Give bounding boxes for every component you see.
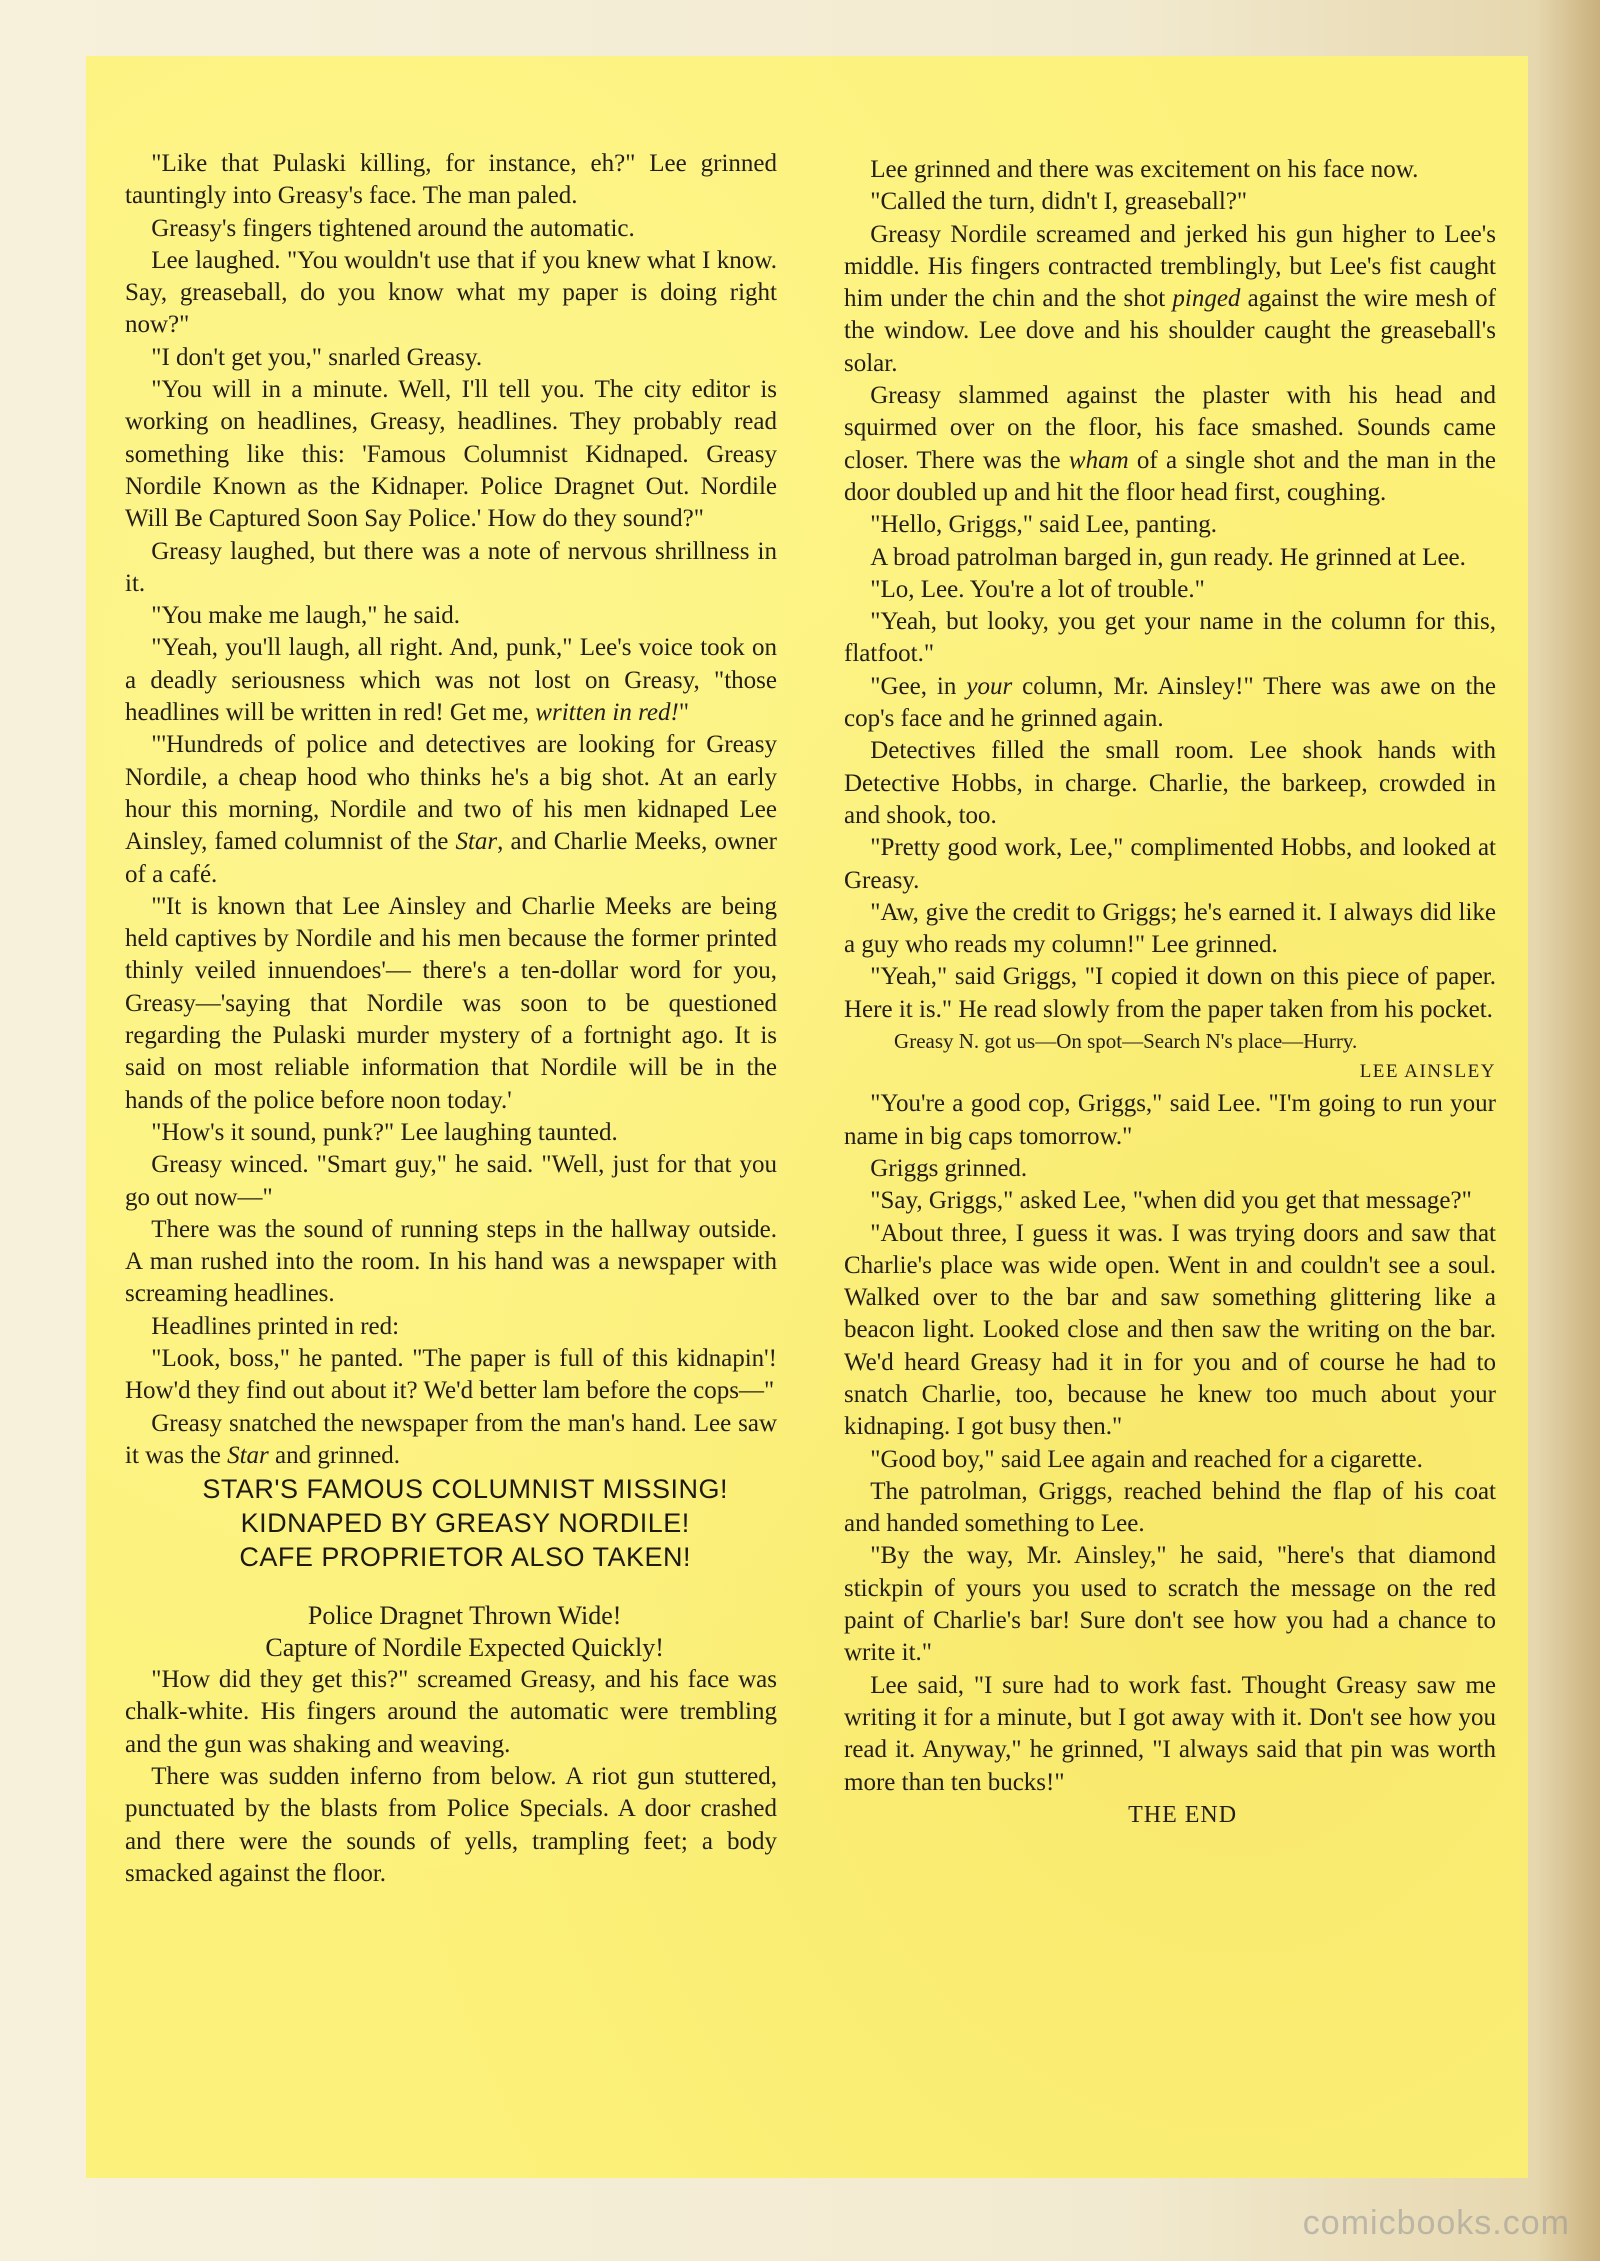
- text-run: Greasy slammed against the plaster with his head and squirmed over on the floor, his face smashed. Sounds came closer. There was the: [844, 382, 1496, 474]
- paragraph: "Yeah, but looky, you get your name in the column for this, flatfoot.": [844, 608, 1496, 668]
- italic-run: wham: [1068, 446, 1129, 474]
- text-run: "Gee, in: [870, 672, 967, 700]
- text-run: column, Mr. Ainsley!" There was awe on the cop's face and he grinned again.: [844, 672, 1496, 733]
- paragraph: "Called the turn, didn't I, greaseball?": [870, 188, 1248, 216]
- right-text-column: [844, 154, 1496, 1831]
- the-end-label: THE END: [1128, 1801, 1238, 1828]
- message-signature: LEE AINSLEY: [1359, 1061, 1496, 1083]
- paragraph: "Aw, give the credit to Griggs; he's earned it. I always did like a guy who reads my column!" Lee grinned.: [844, 898, 1496, 959]
- paragraph: [125, 1408, 777, 1473]
- paragraph: "Hello, Griggs," said Lee, panting.: [870, 511, 1217, 539]
- spacer: [125, 1574, 777, 1600]
- text-run: of a single shot and the man in the door doubled up and hit the floor head first, coughing.: [844, 446, 1496, 506]
- paragraph: [844, 671, 1496, 736]
- paragraph: Griggs grinned.: [870, 1154, 1028, 1182]
- newspaper-headline: STAR'S FAMOUS COLUMNIST MISSING!: [202, 1474, 729, 1505]
- paragraph: "You will in a minute. Well, I'll tell you. The city editor is working on headlines, Greasy, headlines. They probably read something like this: 'Famous Columnist Kidnaped. Greasy Nordile Known as the Kidnaper. Police Dragnet Out. Nordile Will Be Captured Soon Say Police.' How do they sound?": [125, 376, 777, 533]
- paragraph: "I don't get you," snarled Greasy.: [151, 343, 483, 371]
- paragraph: Greasy winced. "Smart guy," he said. "Well, just for that you go out now—": [125, 1151, 777, 1211]
- paragraph: "Say, Griggs," asked Lee, "when did you get that message?": [870, 1187, 1472, 1215]
- italic-run: written in red!: [535, 699, 679, 727]
- newspaper-subheadline: Police Dragnet Thrown Wide!: [307, 1601, 622, 1631]
- copied-message: Greasy N. got us—On spot—Search N's place—Hurry.: [894, 1029, 1358, 1054]
- paragraph: There was the sound of running steps in the hallway outside. A man rushed into the room. In his hand was a newspaper with screaming headlines.: [125, 1215, 777, 1308]
- paragraph: Lee said, "I sure had to work fast. Thought Greasy saw me writing it for a minute, but I got away with it. Don't see how you read it. Anyway," he grinned, "I always said that pin was worth more than ten bucks!": [844, 1671, 1496, 1796]
- italic-run: pinged: [1172, 285, 1241, 313]
- paragraph: "'It is known that Lee Ainsley and Charlie Meeks are being held captives by Nordile and his men because the former printed thinly veiled innuendoes'— there's a ten-dollar word for you, Greasy—'saying that Nordile was soon to be questioned regarding the Pulaski murder mystery of a fortnight ago. It is said on most reliable information that Nordile will be in the hands of the police before noon today.': [125, 892, 777, 1114]
- paragraph: There was sudden inferno from below. A riot gun stuttered, punctuated by the blasts from Police Specials. A door crashed and there were the sounds of yells, trampling feet; a body smacked against the floor.: [125, 1763, 777, 1887]
- text-run: against the wire mesh of the window. Lee dove and his shoulder caught the greaseball's solar.: [844, 285, 1497, 377]
- text-run: , and Charlie Meeks, owner of a café.: [125, 828, 777, 888]
- newspaper-headline: CAFE PROPRIETOR ALSO TAKEN!: [239, 1542, 691, 1573]
- paragraph: "Lo, Lee. You're a lot of trouble.": [870, 575, 1205, 603]
- paragraph: Greasy's fingers tightened around the automatic.: [151, 214, 635, 242]
- text-run: ": [678, 699, 690, 727]
- newspaper-subheadline: Capture of Nordile Expected Quickly!: [265, 1633, 664, 1663]
- italic-run: Star: [455, 828, 498, 856]
- paragraph: "How's it sound, punk?" Lee laughing taunted.: [151, 1118, 618, 1146]
- paragraph: Headlines printed in red:: [151, 1312, 400, 1340]
- paragraph: "Good boy," said Lee again and reached for a cigarette.: [870, 1445, 1423, 1473]
- paragraph: Greasy laughed, but there was a note of nervous shrillness in it.: [125, 537, 777, 597]
- text-run: and grinned.: [268, 1441, 400, 1469]
- paragraph: [844, 219, 1496, 380]
- paragraph: "You're a good cop, Griggs," said Lee. "I'm going to run your name in big caps tomorrow.": [844, 1090, 1496, 1150]
- paragraph: Lee laughed. "You wouldn't use that if you knew what I know. Say, greaseball, do you know what my paper is doing right now?": [125, 246, 777, 339]
- paragraph: "Like that Pulaski killing, for instance, eh?" Lee grinned tauntingly into Greasy's face. The man paled.: [125, 150, 777, 210]
- newspaper-headline: KIDNAPED BY GREASY NORDILE!: [240, 1508, 690, 1539]
- left-text-column: [125, 148, 777, 1890]
- paragraph: A broad patrolman barged in, gun ready. He grinned at Lee.: [870, 543, 1466, 571]
- paragraph: "Yeah," said Griggs, "I copied it down on this piece of paper. Here it is." He read slowly from the paper taken from his pocket.: [844, 963, 1496, 1023]
- paragraph: "You make me laugh," he said.: [151, 602, 461, 630]
- paragraph: [844, 380, 1496, 509]
- paragraph: "About three, I guess it was. I was trying doors and saw that Charlie's place was wide open. Went in and couldn't see a soul. Walked over to the bar and saw something glittering like a beacon light. Looked close and then saw the writing on the bar. We'd heard Greasy had it in for you and of course he had to snatch Charlie, too, because he knew too much about your kidnaping. I got busy then.": [844, 1219, 1496, 1441]
- paragraph: The patrolman, Griggs, reached behind the flap of his coat and handed something to Lee.: [844, 1477, 1496, 1538]
- italic-run: Star: [227, 1441, 269, 1469]
- paragraph: "Look, boss," he panted. "The paper is full of this kidnapin'! How'd they find out about it? We'd better lam before the cops—": [125, 1344, 777, 1405]
- text-run: "Yeah, you'll laugh, all right. And, punk," Lee's voice took on a deadly seriousness which was not lost on Greasy, "those headlines will be written in red! Get me,: [125, 634, 777, 727]
- paragraph: "Pretty good work, Lee," complimented Hobbs, and looked at Greasy.: [844, 834, 1496, 894]
- paragraph: [125, 729, 777, 890]
- text-run: "'Hundreds of police and detectives are looking for Greasy Nordile, a cheap hood who thinks he's a big shot. At an early hour this morning, Nordile and two of his men kidnaped Lee Ainsley, famed columnist of the: [125, 731, 777, 856]
- site-watermark: comicbooks.com: [1302, 2204, 1570, 2242]
- text-run: Greasy snatched the newspaper from the man's hand. Lee saw it was the: [125, 1409, 777, 1469]
- paragraph: "By the way, Mr. Ainsley," he said, "here's that diamond stickpin of yours you used to scratch the message on the red paint of Charlie's bar! Sure don't see how you had a chance to write it.": [844, 1542, 1496, 1667]
- paragraph: Detectives filled the small room. Lee shook hands with Detective Hobbs, in charge. Charlie, the barkeep, crowded in and shook, too.: [844, 737, 1496, 829]
- paragraph: Lee grinned and there was excitement on his face now.: [870, 156, 1419, 183]
- text-run: Greasy Nordile screamed and jerked his gun higher to Lee's middle. His fingers contracted tremblingly, but Lee's fist caught him under the chin and the shot: [844, 220, 1496, 313]
- italic-run: your: [966, 672, 1013, 700]
- paragraph: [125, 632, 777, 729]
- paragraph: "How did they get this?" screamed Greasy, and his face was chalk-white. His fingers around the automatic were trembling and the gun was shaking and weaving.: [125, 1666, 777, 1758]
